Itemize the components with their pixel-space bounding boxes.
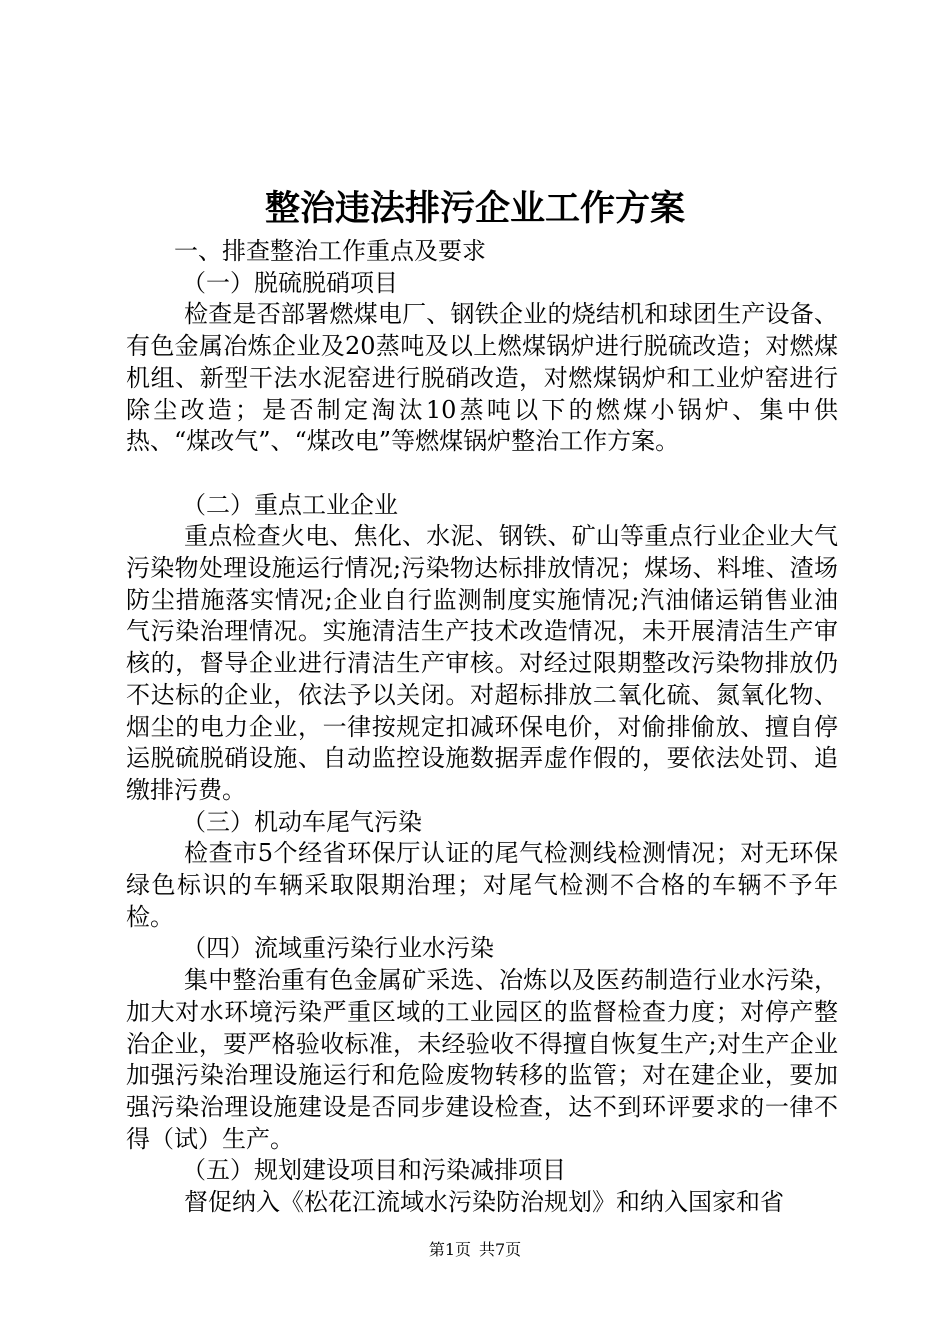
subsection-heading: （一）脱硫脱硝项目	[182, 268, 398, 297]
section-heading: 一、排查整治工作重点及要求	[174, 237, 486, 265]
page-total: 共7页	[479, 1240, 522, 1259]
document-body	[126, 236, 838, 1219]
paragraph: 重点检查火电、焦化、水泥、钢铁、矿山等重点行业企业大气污染物处理设施运行情况;污染物达标排放情况；煤场、料堆、渣场防尘措施落实情况;企业自行监测制度实施情况;汽油储运销售业油气污染治理情况。实施清洁生产技术改造情况，未开展清洁生产审核的，督导企业进行清洁生产审核。对经过限期整改污染物排放仍不达标的企业，依法予以关闭。对超标排放二氧化硫、氮氧化物、烟尘的电力企业，一律按规定扣减环保电价，对偷排偷放、擅自停运脱硫脱硝设施、自动监控设施数据弄虚作假的，要依法处罚、追缴排污费。	[126, 522, 838, 804]
paragraph: 集中整治重有色金属矿采选、冶炼以及医药制造行业水污染，加大对水环境污染严重区域的工业园区的监督检查力度；对停产整治企业，要严格验收标准，未经验收不得擅自恢复生产;对生产企业加强污染治理设施运行和危险废物转移的监管；对在建企业，要加强污染治理设施建设是否同步建设检查，达不到环评要求的一律不得（试）生产。	[126, 966, 838, 1153]
page-footer	[0, 1240, 950, 1260]
subsection-heading: （四）流域重污染行业水污染	[182, 934, 494, 963]
subsection-heading: （二）重点工业企业	[182, 490, 398, 519]
paragraph: 检查市5个经省环保厅认证的尾气检测线检测情况；对无环保绿色标识的车辆采取限期治理；对尾气检测不合格的车辆不予年检。	[126, 839, 838, 931]
paragraph: 检查是否部署燃煤电厂、钢铁企业的烧结机和球团生产设备、有色金属冶炼企业及20蒸吨及以上燃煤锅炉进行脱硫改造；对燃煤机组、新型干法水泥窑进行脱硝改造，对燃煤锅炉和工业炉窑进行除尘改造；是否制定淘汰10蒸吨以下的燃煤小锅炉、集中供热、“煤改气”、“煤改电”等燃煤锅炉整治工作方案。	[126, 300, 838, 456]
blank-line	[126, 458, 838, 490]
subsection-heading: （三）机动车尾气污染	[182, 807, 422, 836]
page-number: 第1页	[428, 1240, 471, 1259]
paragraph: 督促纳入《松花江流域水污染防治规划》和纳入国家和省	[184, 1188, 784, 1217]
subsection-heading: （五）规划建设项目和污染减排项目	[182, 1156, 566, 1185]
document-title: 整治违法排污企业工作方案	[264, 188, 685, 229]
